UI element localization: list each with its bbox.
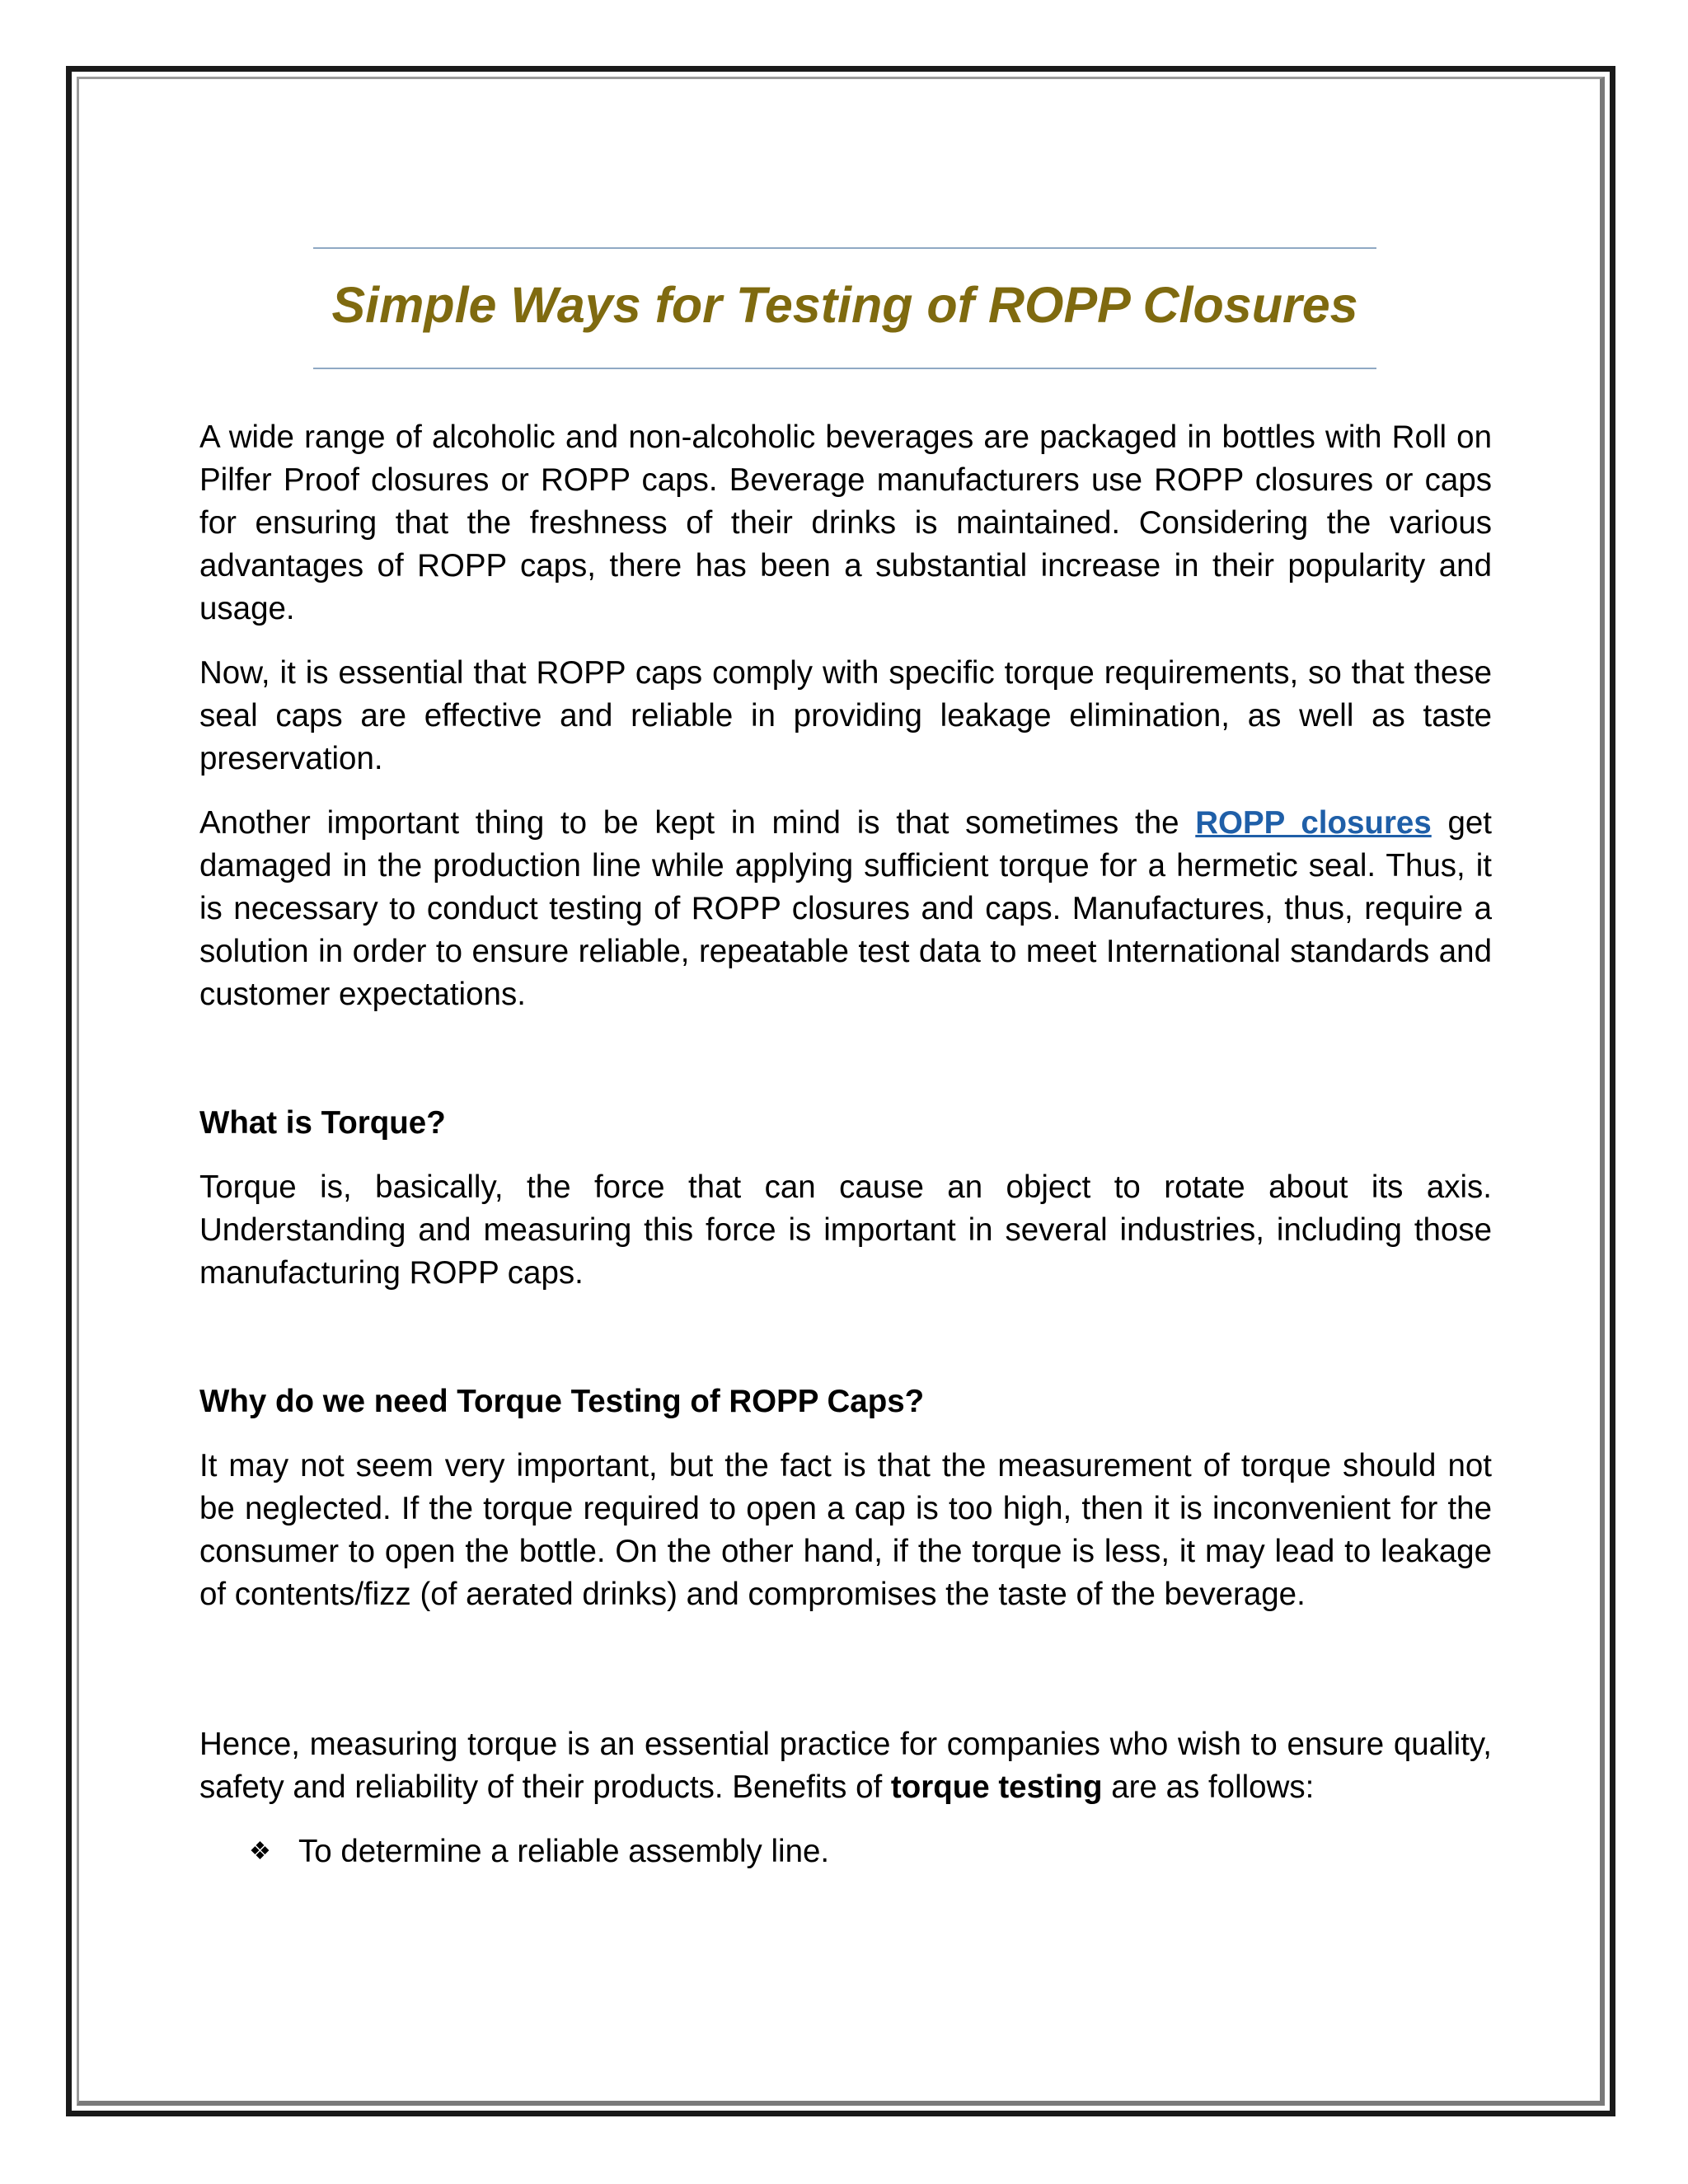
- heading-what-is-torque: What is Torque?: [199, 1105, 446, 1141]
- list-item-text: To determine a reliable assembly line.: [298, 1834, 830, 1869]
- torque-testing-bold: torque testing: [890, 1769, 1103, 1805]
- paragraph-intro: A wide range of alcoholic and non-alcoholic beverages are packaged in bottles with Roll on Pilfer Proof closures or ROPP caps. Beverage manufacturers use ROPP closures or caps for ensuring that the freshness of their drinks is maintained. Considering the various advantages of ROPP caps, there has been a substantial increase in their popularity and usage.: [199, 419, 1492, 626]
- paragraph-text: get damaged in the production line while applying sufficient torque for a hermetic seal. Thus, it is necessary to conduct testing of ROPP closures and caps. Manufactures, thus, require a solution in order to ensure reliable, repeatable test data to meet International standards and customer expectations.: [199, 805, 1492, 1012]
- benefits-list: [199, 1830, 1492, 1873]
- paragraph-torque-requirements: Now, it is essential that ROPP caps comply with specific torque requirements, so that these seal caps are effective and reliable in providing leakage elimination, as well as taste preservation.: [199, 655, 1492, 776]
- paragraph-benefits-intro: [199, 1723, 1492, 1809]
- paragraph-torque-importance: It may not seem very important, but the fact is that the measurement of torque should not be neglected. If the torque required to open a cap is too high, then it is inconvenient for the consumer to open the bottle. On the other hand, if the torque is less, it may lead to leakage of contents/fizz (of aerated drinks) and compromises the taste of the beverage.: [199, 1448, 1492, 1612]
- diamond-bullet-icon: ❖: [249, 1838, 271, 1865]
- document-title: Simple Ways for Testing of ROPP Closures: [331, 277, 1358, 333]
- list-item: [249, 1830, 1492, 1873]
- title-rule-top: [313, 247, 1376, 249]
- document-body: [199, 416, 1492, 1873]
- title-rule-bottom: [313, 368, 1376, 369]
- paragraph-text: Another important thing to be kept in mind is that sometimes the: [199, 805, 1196, 841]
- paragraph-production-damage: [199, 802, 1492, 1016]
- paragraph-torque-definition: Torque is, basically, the force that can cause an object to rotate about its axis. Understanding and measuring this force is important in several industries, including those manufacturing ROPP caps.: [199, 1169, 1492, 1291]
- paragraph-text: Hence, measuring torque is an essential practice for companies who wish to ensure quality, safety and reliability of their products. Benefits of: [199, 1727, 1492, 1805]
- paragraph-text: are as follows:: [1102, 1769, 1315, 1805]
- heading-why-torque-testing: Why do we need Torque Testing of ROPP Caps?: [199, 1384, 925, 1419]
- ropp-closures-link[interactable]: ROPP closures: [1195, 805, 1432, 841]
